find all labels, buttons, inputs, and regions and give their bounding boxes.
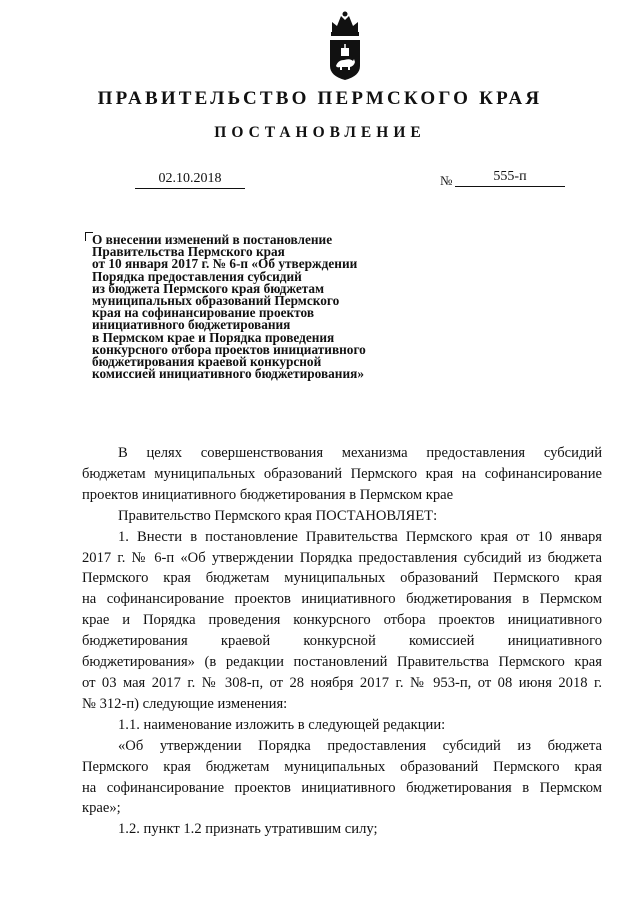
body-line: бюджетирования краевой конкурсной комиссией инициативного	[82, 633, 602, 650]
body-line: № 312-п) следующие изменения:	[82, 695, 288, 712]
document-subject	[92, 234, 422, 380]
document-date: 02.10.2018	[135, 171, 245, 189]
government-title: ПРАВИТЕЛЬСТВО ПЕРМСКОГО КРАЯ	[97, 88, 543, 109]
body-line: от 03 мая 2017 г. № 308-п, от 28 ноября 2017 г. № 953-п, от 08 июня 2018 г.	[82, 674, 602, 691]
document-type: ПОСТАНОВЛЕНИЕ	[214, 124, 426, 141]
body-line: Правительство Пермского края ПОСТАНОВЛЯЕТ:	[118, 507, 438, 524]
subject-line: от 10 января 2017 г. № 6-п «Об утверждении	[92, 256, 358, 272]
subject-line: Правительства Пермского края	[92, 244, 285, 260]
body-line: на софинансирование проектов инициативного бюджетирования в Пермском	[82, 591, 602, 608]
body-line: 1. Внести в постановление Правительства Пермского края от 10 января	[118, 528, 602, 545]
body-line: 1.1. наименование изложить в следующей редакции:	[118, 716, 446, 733]
body-line: Пермского края бюджетам муниципальных образований Пермского края	[82, 570, 602, 587]
body-line: крае и Порядка проведения конкурсного отбора проектов инициативного	[82, 612, 602, 629]
body-line: Пермского края бюджетам муниципальных образований Пермского края	[82, 758, 602, 775]
subject-line: инициативного бюджетирования	[92, 317, 291, 333]
body-line: крае»;	[82, 800, 121, 817]
subject-line: бюджетирования краевой конкурсной	[92, 354, 322, 370]
body-line: В целях совершенствования механизма предоставления субсидий	[118, 445, 602, 461]
subject-line: Порядка предоставления субсидий	[92, 268, 302, 284]
body-line: 2017 г. № 6-п «Об утверждении Порядка предоставления субсидий из бюджета	[82, 549, 602, 566]
perm-krai-coat-of-arms-icon	[326, 10, 364, 82]
subject-line: муниципальных образований Пермского	[92, 293, 340, 309]
body-line: проектов инициативного бюджетирования в Пермском крае	[82, 486, 454, 503]
subject-line: в Пермском крае и Порядка проведения	[92, 329, 335, 345]
body-line: на софинансирование проектов инициативного бюджетирования в Пермском	[82, 779, 602, 796]
document-number: 555-п	[455, 169, 565, 187]
body-line: 1.2. пункт 1.2 признать утратившим силу;	[118, 821, 378, 838]
subject-line: комиссией инициативного бюджетирования»	[92, 366, 364, 382]
body-line: бюджетам муниципальных образований Пермского края на софинансирование	[82, 465, 602, 482]
subject-line: края на софинансирование проектов	[92, 305, 315, 321]
subject-line: из бюджета Пермского края бюджетам	[92, 280, 325, 296]
subject-line: О внесении изменений в постановление	[92, 232, 333, 247]
subject-line: конкурсного отбора проектов инициативного	[92, 341, 366, 357]
document-body	[82, 443, 602, 840]
body-line: бюджетирования» (в редакции постановлений Правительства Пермского края	[82, 654, 602, 671]
body-line: «Об утверждении Порядка предоставления субсидий из бюджета	[118, 737, 602, 754]
number-sign: №	[440, 173, 453, 188]
